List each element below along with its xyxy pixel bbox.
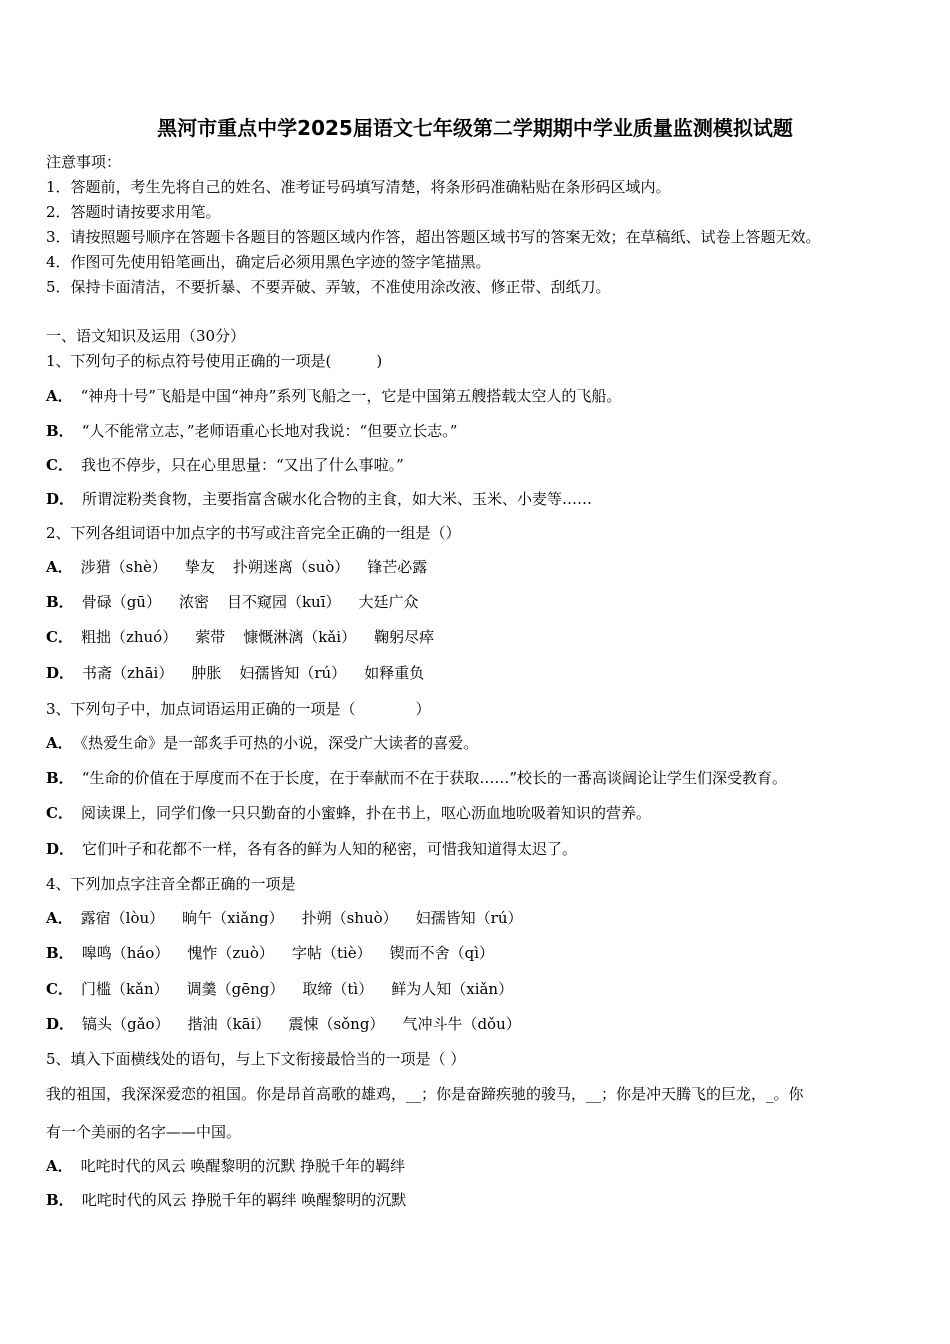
question-stem: 4、下列加点字注音全都正确的一项是 — [46, 875, 296, 893]
option-label: B． — [46, 593, 74, 611]
option-part: 浓密 — [178, 593, 209, 611]
option-part: 门槛（kǎn） — [80, 980, 169, 998]
option-part: 慷慨淋漓（kǎi） — [243, 628, 357, 646]
option-label: D． — [46, 840, 75, 858]
notice-heading: 注意事项： — [46, 153, 122, 171]
option-label: A． — [46, 734, 73, 752]
option-label: C． — [46, 980, 73, 998]
option-label: C． — [46, 804, 73, 822]
question-option — [46, 979, 531, 999]
option-label: B． — [46, 769, 74, 787]
option-part: 锋芒必露 — [367, 558, 428, 576]
option-text: 阅读课上，同学们像一只只勤奋的小蜜蜂，扑在书上，呕心沥血地吮吸着知识的营养。 — [80, 804, 651, 822]
option-part: 萦带 — [195, 628, 226, 646]
option-part: 涉猎（shè） — [80, 558, 167, 576]
question-option — [46, 455, 404, 475]
option-label: D． — [46, 490, 75, 508]
option-part: 字帖（tiè） — [291, 944, 372, 962]
option-part: 扑朔（shuò） — [301, 909, 398, 927]
option-part: 锲而不舍（qì） — [389, 944, 495, 962]
notice-item: 4．作图可先使用铅笔画出，确定后必须用黑色字迹的签字笔描黑。 — [46, 253, 491, 271]
option-text: 叱咤时代的风云 唤醒黎明的沉默 挣脱千年的羁绊 — [80, 1157, 406, 1175]
option-part: 如释重负 — [364, 664, 425, 682]
option-text: “人不能常立志，”老师语重心长地对我说：“但要立长志。” — [81, 422, 458, 440]
option-part: 骨碌（gū） — [81, 593, 161, 611]
notice-item: 3．请按照题号顺序在答题卡各题目的答题区域内作答，超出答题区域书写的答案无效；在草稿纸、试卷上答题无效。 — [46, 228, 821, 246]
option-label: D． — [46, 664, 75, 682]
option-label: A． — [46, 909, 73, 927]
notice-item: 1．答题前，考生先将自己的姓名、准考证号码填写清楚，将条形码准确粘贴在条形码区域内。 — [46, 178, 671, 196]
question-passage: 我的祖国，我深深爱恋的祖国。你是昂首高歌的雄鸡，__；你是奋蹄疾驰的骏马，__；你是冲天腾飞的巨龙，_。你 — [46, 1085, 804, 1103]
question-stem: 2、下列各组词语中加点字的书写或注音完全正确的一组是（） — [46, 524, 461, 542]
notice-item: 2．答题时请按要求用笔。 — [46, 203, 221, 221]
option-part: 震悚（sǒng） — [288, 1015, 385, 1033]
question-option — [46, 1156, 405, 1176]
question-option — [46, 421, 457, 441]
option-part: 扑朔迷离（suò） — [232, 558, 350, 576]
question-option — [46, 1190, 406, 1210]
option-text: “生命的价值在于厚度而不在于长度，在于奉献而不在于获取……”校长的一番高谈阔论让学生们深受教育。 — [81, 769, 788, 787]
page-title: 黑河市重点中学2025届语文七年级第二学期期中学业质量监测模拟试题 — [157, 116, 793, 140]
option-part: 取缔（tì） — [302, 980, 374, 998]
question-option — [46, 839, 577, 859]
option-part: 挚友 — [184, 558, 215, 576]
option-label: C． — [46, 628, 73, 646]
option-part: 晌午（xiǎng） — [182, 909, 284, 927]
option-part: 调羹（gēng） — [186, 980, 285, 998]
question-option — [46, 908, 541, 928]
option-text: 《热爱生命》是一部炙手可热的小说，深受广大读者的喜爱。 — [80, 734, 479, 752]
option-part: 妇孺皆知（rú） — [415, 909, 523, 927]
option-text: 我也不停步，只在心里思量：“又出了什么事啦。” — [80, 456, 404, 474]
option-part: 揩油（kāi） — [187, 1015, 271, 1033]
question-option — [46, 489, 592, 509]
option-label: B． — [46, 944, 74, 962]
option-part: 妇孺皆知（rú） — [239, 664, 347, 682]
option-label: B． — [46, 1191, 74, 1209]
section-heading: 一、语文知识及运用（30分） — [46, 327, 246, 345]
option-part: 鲜为人知（xiǎn） — [391, 980, 514, 998]
option-part: 粗拙（zhuó） — [80, 628, 178, 646]
question-option — [46, 733, 478, 753]
question-option — [46, 663, 442, 683]
option-part: 镐头（gǎo） — [82, 1015, 170, 1033]
option-text: 它们叶子和花都不一样，各有各的鲜为人知的秘密，可惜我知道得太迟了。 — [82, 840, 578, 858]
question-passage: 有一个美丽的名字——中国。 — [46, 1123, 242, 1141]
option-label: C． — [46, 456, 73, 474]
question-option — [46, 943, 512, 963]
option-part: 书斋（zhāi） — [82, 664, 174, 682]
option-part: 嗥鸣（háo） — [81, 944, 170, 962]
option-label: D． — [46, 1015, 75, 1033]
question-option — [46, 803, 651, 823]
option-part: 肿胀 — [191, 664, 222, 682]
option-label: B． — [46, 422, 74, 440]
question-option — [46, 1014, 539, 1034]
notice-item: 5．保持卡面清洁，不要折暴、不要弄破、弄皱，不准使用涂改液、修正带、刮纸刀。 — [46, 278, 611, 296]
option-label: A． — [46, 387, 73, 405]
question-option — [46, 592, 437, 612]
question-option — [46, 627, 452, 647]
option-text: 叱咤时代的风云 挣脱千年的羁绊 唤醒黎明的沉默 — [81, 1191, 407, 1209]
question-option — [46, 557, 445, 577]
question-option — [46, 386, 621, 406]
option-text: 所谓淀粉类食物，主要指富含碳水化合物的主食，如大米、玉米、小麦等…… — [82, 490, 593, 508]
question-stem: 5、填入下面横线处的语句，与上下文衔接最恰当的一项是（ ） — [46, 1050, 466, 1068]
option-label: A． — [46, 558, 73, 576]
option-part: 愧怍（zuò） — [187, 944, 274, 962]
question-stem: 3、下列句子中，加点词语运用正确的一项是（ ） — [46, 700, 431, 718]
option-text: “神舟十号”飞船是中国“神舟”系列飞船之一，它是中国第五艘搭载太空人的飞船。 — [80, 387, 622, 405]
option-part: 大廷广众 — [358, 593, 419, 611]
question-option — [46, 768, 787, 788]
option-label: A． — [46, 1157, 73, 1175]
option-part: 气冲斗牛（dǒu） — [402, 1015, 521, 1033]
option-part: 露宿（lòu） — [80, 909, 165, 927]
question-stem: 1、下列句子的标点符号使用正确的一项是( ) — [46, 352, 383, 370]
option-part: 目不窥园（kuī） — [226, 593, 341, 611]
option-part: 鞠躬尽瘁 — [374, 628, 435, 646]
